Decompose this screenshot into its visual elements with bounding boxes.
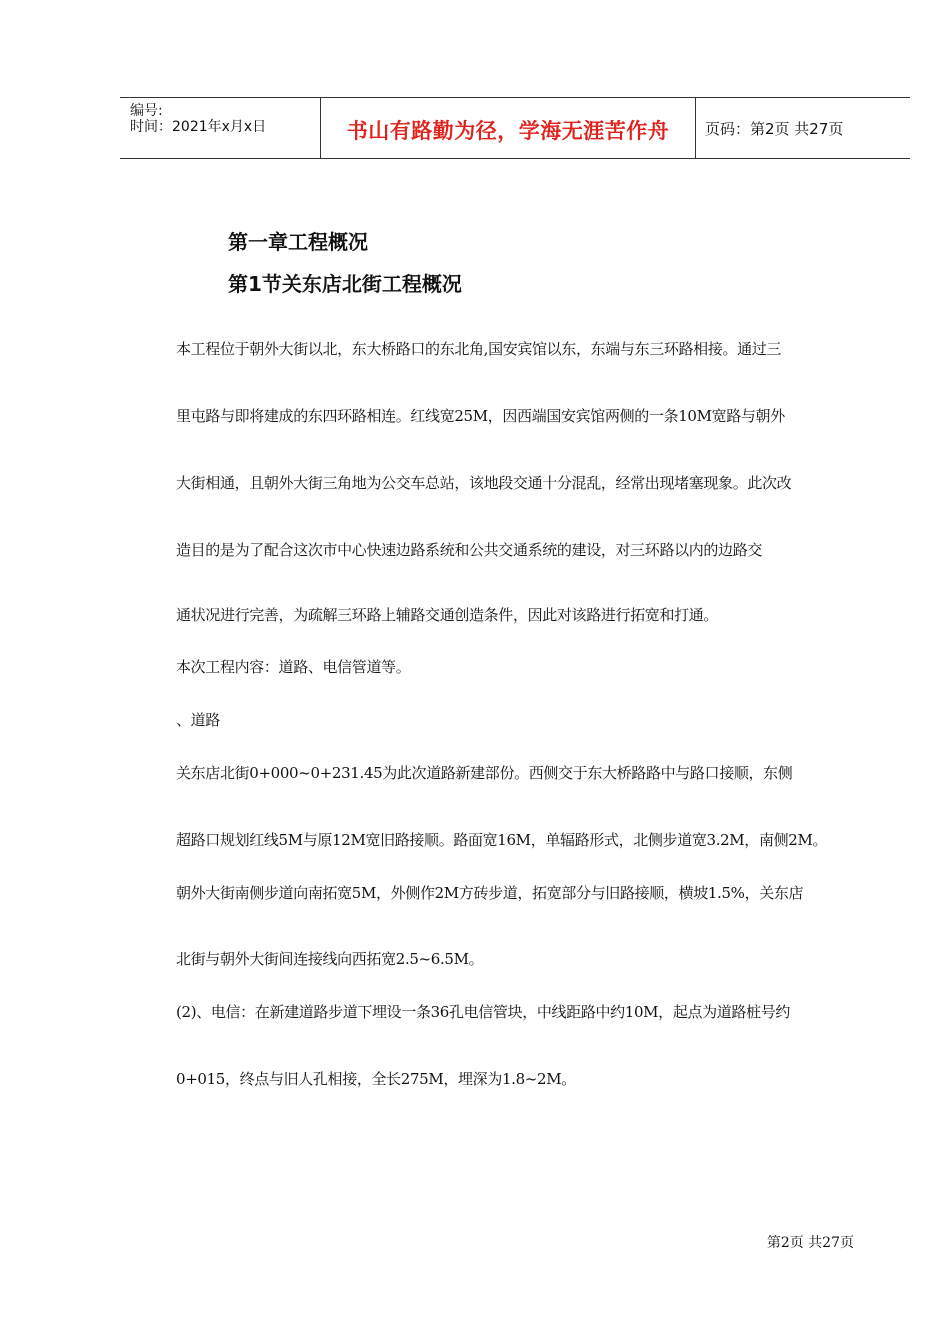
body-line: 关东店北街0+000~0+231.45为此次道路新建部份。西侧交于东大桥路路中与路口接顺，东侧 bbox=[176, 764, 793, 782]
body-line: 、道路 bbox=[176, 711, 220, 729]
body-line: 造目的是为了配合这次市中心快速边路系统和公共交通系统的建设，对三环路以内的边路交 bbox=[176, 541, 763, 559]
header-right-cell bbox=[695, 98, 910, 158]
header-page-code: 页码：第2页 共27页 bbox=[705, 120, 844, 138]
date-label: 时间：2021年x月x日 bbox=[130, 119, 267, 135]
body-line: 0+015，终点与旧人孔相接，全长275M，埋深为1.8~2M。 bbox=[176, 1070, 576, 1088]
body-line: 本工程位于朝外大街以北，东大桥路口的东北角,国安宾馆以东，东端与东三环路相接。通过三 bbox=[176, 340, 782, 358]
page-header bbox=[120, 97, 910, 159]
serial-label: 编号: bbox=[130, 103, 163, 119]
body-line: 朝外大街南侧步道向南拓宽5M，外侧作2M方砖步道，拓宽部分与旧路接顺，横坡1.5%，关东店 bbox=[176, 884, 804, 902]
section-title: 第1节关东店北街工程概况 bbox=[228, 272, 462, 296]
body-line: 里屯路与即将建成的东四环路相连。红线宽25M，因西端国安宾馆两侧的一条10M宽路与朝外 bbox=[176, 407, 785, 425]
chapter-title: 第一章工程概况 bbox=[228, 230, 368, 254]
body-line: 大街相通，且朝外大街三角地为公交车总站，该地段交通十分混乱，经常出现堵塞现象。此次改 bbox=[176, 474, 792, 492]
body-line: 北街与朝外大街间连接线向西拓宽2.5~6.5M。 bbox=[176, 950, 484, 968]
body-line: 超路口规划红线5M与原12M宽旧路接顺。路面宽16M，单辐路形式，北侧步道宽3.2M，南侧2M。 bbox=[176, 831, 828, 849]
header-motto: 书山有路勤为径，学海无涯苦作舟 bbox=[346, 119, 670, 143]
page-footer: 第2页 共27页 bbox=[766, 1235, 854, 1251]
header-left-cell bbox=[120, 98, 320, 158]
body-line: (2)、电信：在新建道路步道下埋设一条36孔电信管块，中线距路中约10M，起点为道路桩号约 bbox=[176, 1003, 791, 1021]
body-line: 本次工程内容：道路、电信管道等。 bbox=[176, 658, 411, 676]
body-line: 通状况进行完善，为疏解三环路上辅路交通创造条件，因此对该路进行拓宽和打通。 bbox=[176, 606, 719, 624]
header-motto-cell bbox=[320, 98, 696, 158]
